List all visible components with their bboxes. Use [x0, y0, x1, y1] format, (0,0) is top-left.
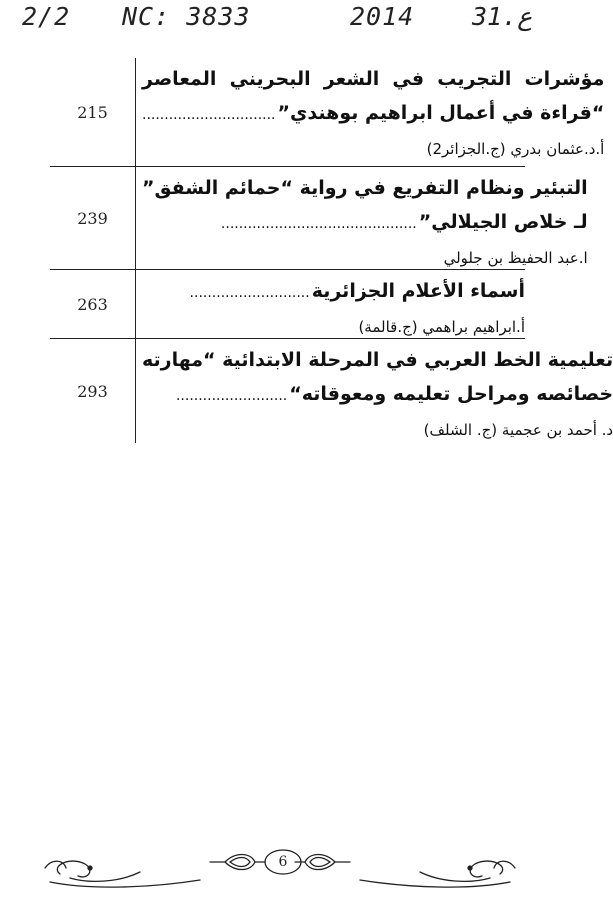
leader-dots: ..............................	[142, 107, 276, 123]
entry-text	[136, 167, 588, 269]
entry-text	[136, 270, 525, 338]
toc-entry	[50, 339, 613, 443]
entry-title-line: التبئير ونظام التفريع في رواية “حمائم الشفق”	[142, 177, 588, 199]
entry-title-line	[142, 377, 613, 413]
entry-author: ا.عبد الحفيظ بن جلولي	[443, 249, 588, 267]
entry-title-line	[142, 274, 525, 310]
entry-title-text: أسماء الأعلام الجزائرية	[311, 280, 525, 302]
handwritten-catalog-code: NC: 3833	[122, 2, 251, 31]
entry-title-line: تعليمية الخط العربي في المرحلة الابتدائية “مهارته	[142, 349, 613, 371]
page-footer	[30, 838, 530, 898]
entry-title-line	[142, 96, 604, 132]
page-number: 6	[278, 854, 288, 870]
page-number-cell: 263	[50, 270, 136, 338]
toc-entry	[50, 270, 525, 339]
entry-title-line: مؤشرات التجريب في الشعر البحريني المعاصر	[142, 68, 605, 90]
entry-author: أ.ابراهيم براهمي (ج.قالمة)	[358, 318, 525, 336]
entry-title-text: خصائصه ومراحل تعليمه ومعوقاته“	[289, 383, 613, 405]
entry-author: أ.د.عثمان بدري (ج.الجزائر2)	[426, 140, 605, 158]
page-number-cell: 293	[50, 339, 136, 443]
leader-dots: .........................	[175, 388, 288, 404]
leader-dots: ............................................	[220, 216, 417, 232]
page-number-cell: 215	[50, 58, 136, 166]
toc-entry	[50, 58, 605, 167]
entry-title-line	[142, 205, 588, 241]
entry-text	[136, 339, 613, 443]
entry-author: د. أحمد بن عجمية (ج. الشلف)	[423, 421, 613, 439]
entry-text	[136, 58, 604, 166]
page-number-cell: 239	[50, 167, 136, 269]
toc-entry	[50, 167, 588, 270]
handwritten-annotation-right: 31.ع	[472, 2, 533, 31]
handwritten-annotation-left: 2/2	[22, 2, 71, 31]
entry-title-text: “قراءة في أعمال ابراهيم بوهندي”	[277, 102, 605, 124]
entry-title-text: لـ خلاص الجيلالي”	[418, 211, 588, 233]
table-of-contents	[50, 58, 613, 443]
leader-dots: ...........................	[189, 285, 310, 301]
handwritten-year: 2014	[350, 2, 415, 31]
